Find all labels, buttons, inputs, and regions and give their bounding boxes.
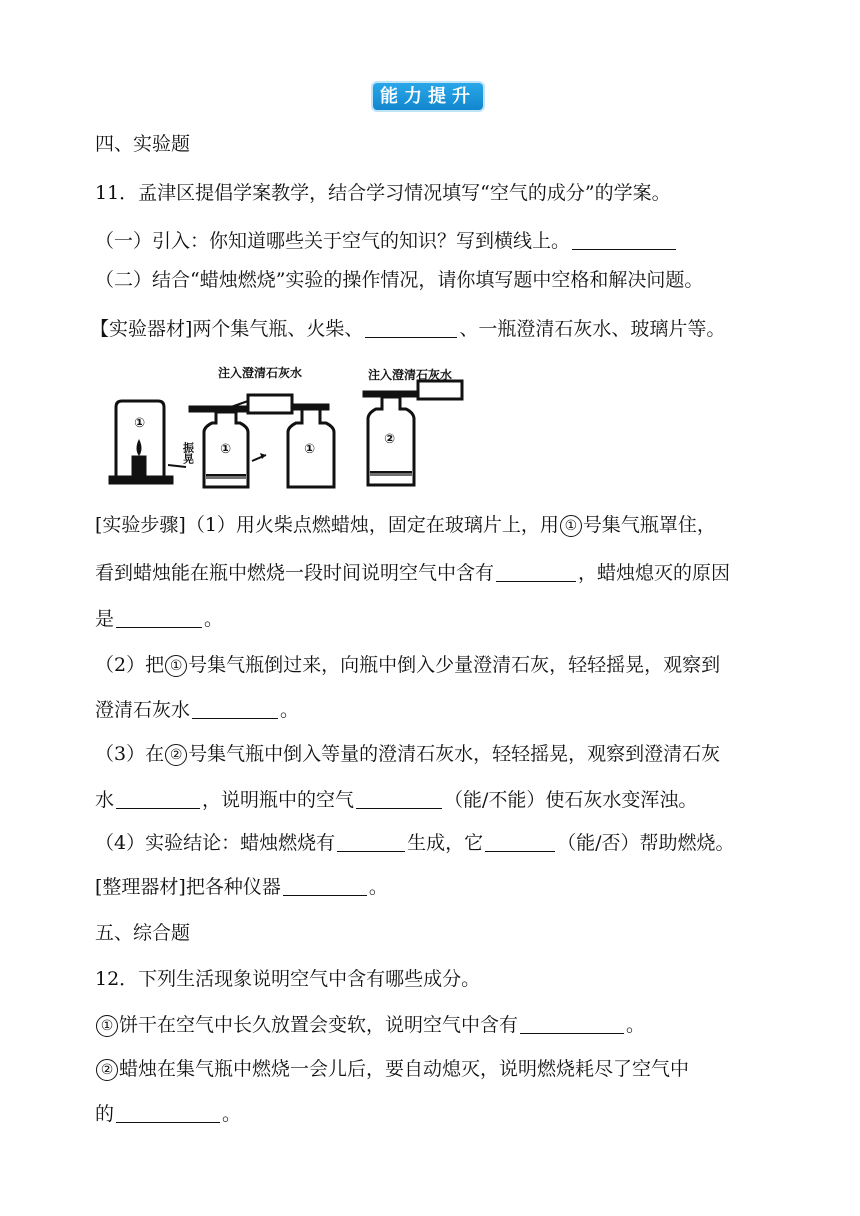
q11-part1	[95, 228, 678, 254]
q11-part2: （二）结合“蜡烛燃烧”实验的操作情况，请你填写题中空格和解决问题。	[95, 269, 704, 291]
answer-blank[interactable]	[572, 229, 676, 250]
candle-experiment-figure	[106, 357, 476, 497]
step4-text-c: （能/否）帮助燃烧。	[557, 832, 735, 854]
period: 。	[204, 608, 224, 630]
step2-text-b: 号集气瓶倒过来，向瓶中倒入少量澄清石灰，轻轻摇晃，观察到	[188, 654, 721, 676]
lid-plate	[190, 407, 250, 411]
step3-line1	[95, 741, 720, 767]
period: 。	[626, 1014, 646, 1036]
step3-text-e: （能/不能）使石灰水变浑浊。	[444, 789, 698, 811]
answer-blank[interactable]	[283, 875, 367, 896]
answer-blank[interactable]	[337, 831, 405, 852]
section5-title: 五、综合题	[95, 922, 191, 944]
q12-item1	[95, 1012, 645, 1038]
jar-number-1a: ①	[134, 416, 146, 431]
item-number: ①	[96, 1015, 118, 1037]
step3-line2	[95, 787, 697, 813]
answer-blank[interactable]	[356, 788, 442, 809]
answer-blank[interactable]	[116, 1102, 220, 1123]
tidy-text: [整理器材]把各种仪器	[95, 876, 281, 898]
answer-blank[interactable]	[520, 1013, 624, 1034]
answer-blank[interactable]	[116, 788, 200, 809]
q11-intro: 11．孟津区提倡学案教学，结合学习情况填写“空气的成分”的学案。	[95, 182, 671, 204]
item-number: ②	[96, 1059, 118, 1081]
materials-text-a: 【实验器材]两个集气瓶、火柴、	[90, 318, 364, 340]
jar-number: ①	[560, 515, 582, 537]
candle-flame	[137, 439, 142, 456]
step2-line2	[95, 697, 299, 723]
step1-text-e: 是	[95, 608, 115, 630]
step4-text-a: （4）实验结论：蜡烛燃烧有	[95, 832, 336, 854]
jar-number-1c: ①	[304, 442, 316, 457]
answer-blank[interactable]	[496, 561, 576, 582]
tidy-line	[95, 874, 388, 900]
q12-item2-text: 蜡烛在集气瓶中燃烧一会儿后，要自动熄灭，说明燃烧耗尽了空气中	[119, 1058, 690, 1080]
pour-bottle-2	[418, 381, 462, 399]
period: 。	[368, 876, 388, 898]
step2-text-c: 澄清石灰水	[95, 699, 191, 721]
step1-text-b: 号集气瓶罩住，	[582, 514, 716, 536]
step1-text-a: [实验步骤]（1）用火柴点燃蜡烛，固定在玻璃片上，用	[95, 514, 559, 536]
q11-part1-text: （一）引入：你知道哪些关于空气的知识？写到横线上。	[95, 230, 571, 252]
q12-item1-text: 饼干在空气中长久放置会变软，说明空气中含有	[119, 1014, 519, 1036]
step2-text-a: （2）把	[95, 654, 165, 676]
answer-blank[interactable]	[365, 317, 457, 338]
step4-text-b: 生成，它	[407, 832, 484, 854]
step1-text-c: 看到蜡烛能在瓶中燃烧一段时间说明空气中含有	[95, 562, 495, 584]
step3-text-c: 水	[95, 789, 115, 811]
step1-line3	[95, 606, 223, 632]
q12-item2	[95, 1056, 689, 1082]
jar-number-2: ②	[384, 432, 396, 447]
step1-line2	[95, 560, 730, 586]
ability-badge: 能力提升	[373, 83, 483, 110]
answer-blank[interactable]	[192, 698, 278, 719]
q12-item2-text-b: 的	[95, 1103, 115, 1125]
answer-blank[interactable]	[116, 607, 202, 628]
step3-text-a: （3）在	[95, 743, 165, 765]
materials-text-b: 、一瓶澄清石灰水、玻璃片等。	[459, 318, 726, 340]
q12-item2-cont	[95, 1101, 241, 1127]
pour-label-2: 注入澄清石灰水	[368, 368, 453, 382]
step3-text-d: ，说明瓶中的空气	[202, 789, 355, 811]
answer-blank[interactable]	[485, 831, 555, 852]
shake-label: 振晃	[181, 442, 195, 464]
step1-line1	[95, 512, 716, 538]
jar-number: ②	[165, 744, 187, 766]
step3-text-b: 号集气瓶中倒入等量的澄清石灰水，轻轻摇晃，观察到澄清石灰	[188, 743, 721, 765]
q12-intro: 12．下列生活现象说明空气中含有哪些成分。	[95, 968, 481, 990]
jar-number: ①	[165, 655, 187, 677]
pour-label-1: 注入澄清石灰水	[218, 366, 303, 380]
step4-line	[95, 830, 735, 856]
step2-line1	[95, 652, 720, 678]
pour-bottle-1	[248, 395, 292, 413]
step1-text-d: ，蜡烛熄灭的原因	[578, 562, 731, 584]
jar-number-1b: ①	[220, 442, 232, 457]
section4-title: 四、实验题	[95, 133, 191, 155]
q11-materials	[90, 316, 725, 342]
candle	[133, 457, 145, 477]
period: 。	[222, 1103, 242, 1125]
period: 。	[280, 699, 300, 721]
